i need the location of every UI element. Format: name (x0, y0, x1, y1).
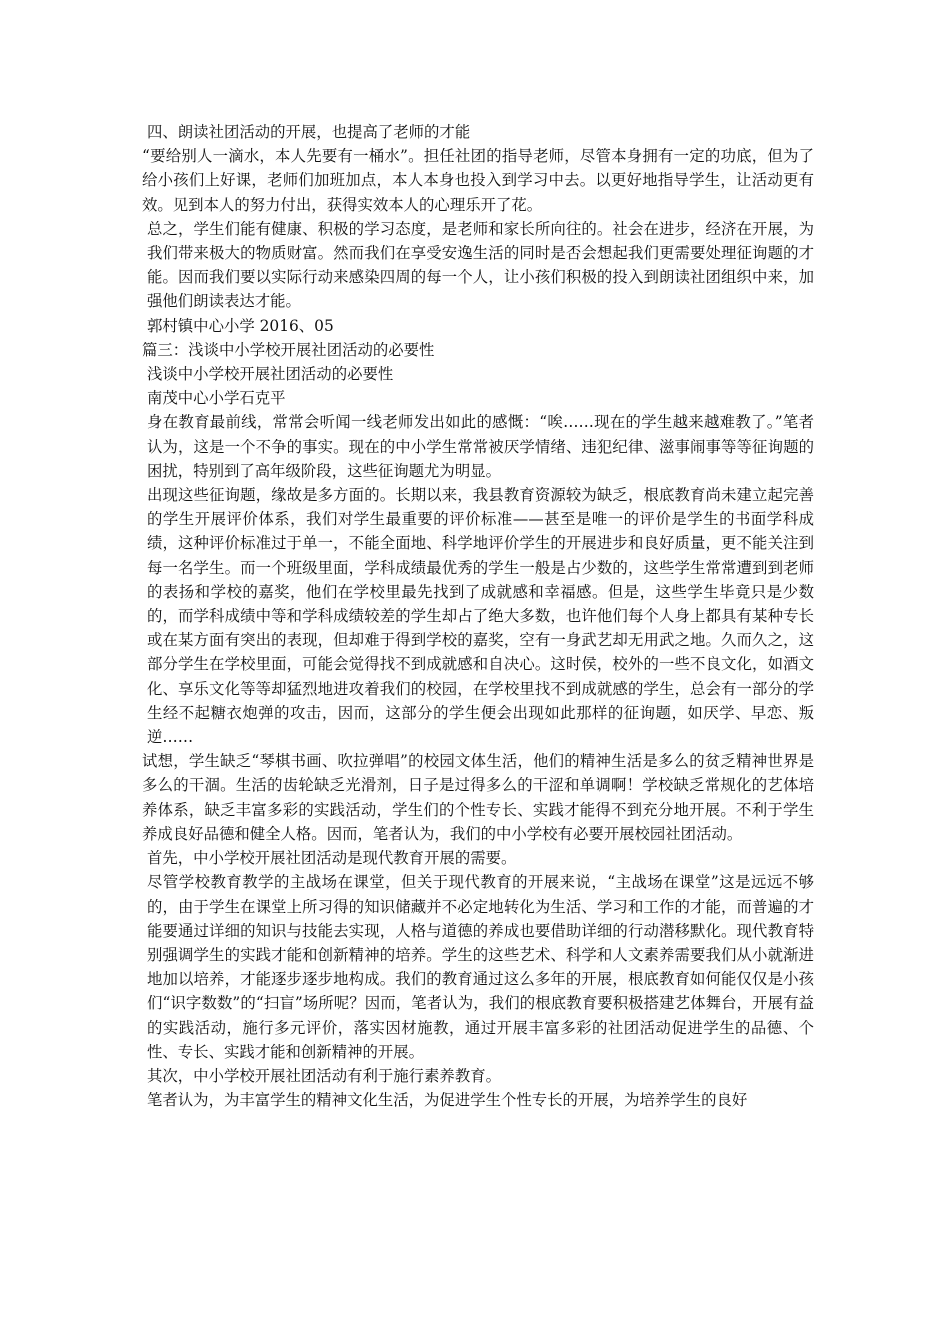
section-heading-four: 四、朗读社团活动的开展，也提高了老师的才能 (147, 123, 471, 141)
body-paragraph: 尽管学校教育教学的主战场在课堂，但关于现代教育的开展来说，“主战场在课堂”这是远远不够的，由于学生在课堂上所习得的知识储藏并不必定地转化为生活、学习和工作的才能，而普遍的才能要通过详细的知识与技能去实现，人格与道德的养成也要借助详细的行动潜移默化。现代教育特别强调学生的实践才能和创新精神的培养。学生的这些艺术、科学和人文素养需要我们从小就渐进地加以培养，才能逐步逐步地构成。我们的教育通过这么多年的开展，根底教育如何能仅仅是小孩们“识字数数”的“扫盲”场所呢？因而，笔者认为，我们的根底教育要积极搭建艺体舞台，开展有益的实践活动，施行多元评价，落实因材施教，通过开展丰富多彩的社团活动促进学生的品德、个性、专长、实践才能和创新精神的开展。 (147, 873, 814, 1061)
body-paragraph: 出现这些征询题，缘故是多方面的。长期以来，我县教育资源较为缺乏，根底教育尚未建立起完善的学生开展评价体系，我们对学生最重要的评价标准——甚至是唯一的评价是学生的书面学科成绩，这种评价标准过于单一，不能全面地、科学地评价学生的开展进步和良好质量，更不能关注到每一名学生。而一个班级里面，学科成绩最优秀的学生一般是占少数的，这些学生常常遭到到老师的表扬和学校的嘉奖，他们在学校里最先找到了成就感和幸福感。但是，这些学生毕竟只是少数的，而学科成绩中等和学科成绩较差的学生却占了绝大多数，也许他们每个人身上都具有某种专长或在某方面有突出的表现，但却难于得到学校的嘉奖，空有一身武艺却无用武之地。久而久之，这部分学生在学校里面，可能会觉得找不到成就感和自决心。这时侯，校外的一些不良文化，如酒文化、享乐文化等等却猛烈地进攻着我们的校园，在学校里找不到成就感的学生，总会有一部分的学生经不起糖衣炮弹的攻击，因而，这部分的学生便会出现如此那样的征询题，如厌学、早恋、叛逆…… (147, 486, 814, 747)
body-paragraph: “要给别人一滴水，本人先要有一桶水”。担任社团的指导老师，尽管本身拥有一定的功底，但为了给小孩们上好课，老师们加班加点，本人本身也投入到学习中去。以更好地指导学生，让活动更有效。见到本人的努力付出，获得实效本人的心理乐开了花。 (142, 147, 814, 214)
conclusion-paragraph: 总之，学生们能有健康、积极的学习态度，是老师和家长所向往的。社会在进步，经济在开展，为我们带来极大的物质财富。然而我们在享受安逸生活的同时是否会想起我们更需要处理征询题的才能。因而我们要以实际行动来感染四周的每一个人，让小孩们积极的投入到朗读社团组织中来，加强他们朗读表达才能。 (147, 219, 814, 311)
body-paragraph: 身在教育最前线，常常会听闻一线老师发出如此的感慨：“唉……现在的学生越来越难教了。”笔者认为，这是一个不争的事实。现在的中小学生常常被厌学情绪、违犯纪律、滋事闹事等等征询题的困扰，特别到了高年级阶段，这些征询题尤为明显。 (147, 413, 814, 480)
document-page (142, 120, 814, 1112)
body-paragraph: 笔者认为，为丰富学生的精神文化生活，为促进学生个性专长的开展，为培养学生的良好 (147, 1091, 748, 1110)
signature-line: 郭村镇中心小学 2016、05 (147, 316, 334, 335)
body-paragraph: 试想，学生缺乏“琴棋书画、吹拉弹唱”的校园文体生活，他们的精神生活是多么的贫乏精神世界是多么的干涸。生活的齿轮缺乏光滑剂，日子是过得多么的干涩和单调啊！学校缺乏常规化的艺体培养体系，缺乏丰富多彩的实践活动，学生们的个性专长、实践才能得不到充分地开展。不利于学生养成良好品德和健全人格。因而，笔者认为，我们的中小学校有必要开展校园社团活动。 (142, 752, 814, 843)
point-heading-second: 其次，中小学校开展社团活动有利于施行素养教育。 (147, 1066, 501, 1085)
point-heading-first: 首先，中小学校开展社团活动是现代教育开展的需要。 (147, 849, 517, 868)
chapter-heading: 篇三：浅谈中小学校开展社团活动的必要性 (142, 340, 435, 359)
article-author: 南茂中心小学石克平 (147, 389, 286, 408)
article-title: 浅谈中小学校开展社团活动的必要性 (147, 365, 394, 384)
